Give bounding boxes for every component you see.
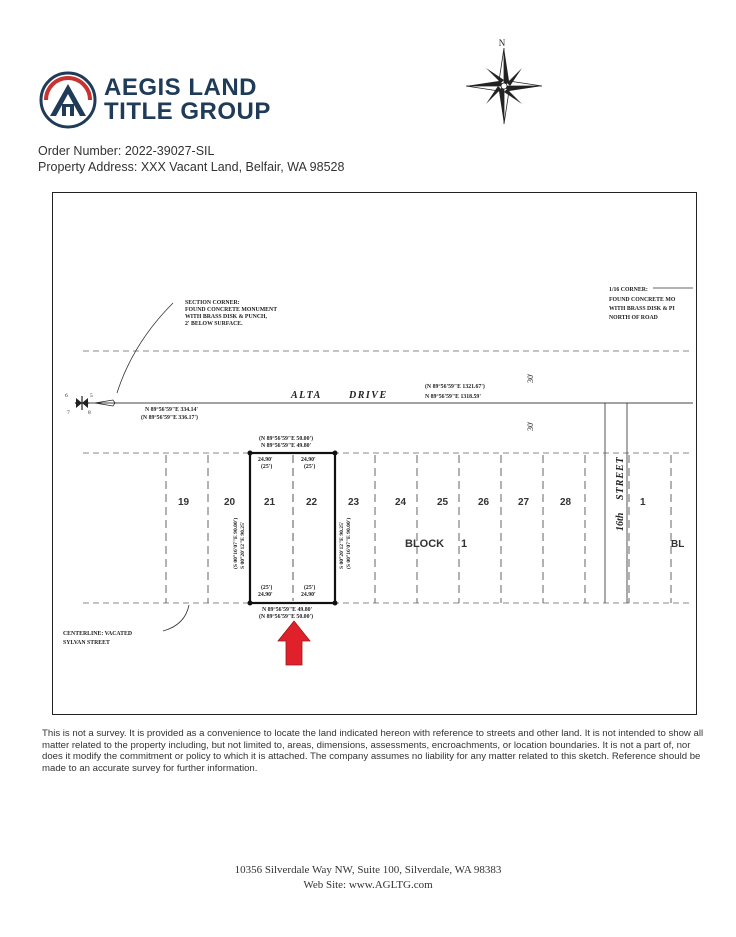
centerline-line2: SYLVAN STREET [63, 640, 110, 646]
subject-property-arrow-icon [278, 621, 310, 665]
lot-24: 24 [395, 497, 407, 508]
block-partial-label: BL [671, 539, 685, 550]
lot-bottom-bearing-2: (N 89°56'59"E 50.00') [259, 614, 314, 620]
bearing-left-2: (N 89°56'59"E 336.17') [141, 415, 198, 421]
lot-20: 20 [224, 497, 236, 508]
block-number: 1 [461, 538, 468, 550]
lot-top-dim-left-paren: (25') [261, 464, 273, 470]
lot-top-dim-left: 24.90' [258, 457, 273, 463]
sixteenth-corner-line4: NORTH OF ROAD [609, 315, 658, 321]
lot-bottom-dim-right: 24.90' [301, 592, 316, 598]
company-name-line2: TITLE GROUP [104, 98, 271, 125]
bearing-top-1: (N 89°56'59"E 1321.67') [425, 384, 485, 390]
subject-parcel-outline [250, 453, 335, 603]
order-number: Order Number: 2022-39027-SIL [38, 144, 215, 158]
lot-22: 22 [306, 497, 318, 508]
bearing-top-2: N 89°56'59"E 1318.59' [425, 394, 481, 400]
lot-bottom-dim-left: 24.90' [258, 592, 273, 598]
street-16th-label: 16th [615, 512, 626, 531]
section-corner-monument-icon [65, 393, 115, 416]
monument-number-5: 5 [90, 393, 93, 399]
lot-bottom-dim-right-paren: (25') [304, 585, 316, 591]
lot-19: 19 [178, 497, 190, 508]
lot-top-bearing-2: N 89°56'59"E 49.80' [261, 443, 312, 449]
company-name [104, 76, 271, 124]
sixteenth-corner-line3: WITH BRASS DISK & PI [609, 306, 675, 312]
section-corner-line2: FOUND CONCRETE MONUMENT [185, 307, 278, 313]
lot-left-side-1: (S 00°16'07"E 90.00') [233, 517, 239, 569]
lot-bottom-bearing-1: N 89°56'59"E 49.80' [262, 607, 313, 613]
section-corner-line1: SECTION CORNER: [185, 300, 240, 306]
road-width-top: 30' [526, 373, 535, 383]
lot-28: 28 [560, 497, 572, 508]
monument-number-8: 8 [88, 410, 91, 416]
road-width-bottom: 30' [526, 421, 535, 431]
centerline-line1: CENTERLINE: VACATED [63, 631, 133, 637]
lot-23: 23 [348, 497, 360, 508]
lot-top-dim-right: 24.90' [301, 457, 316, 463]
lot-top-dim-right-paren: (25') [304, 464, 316, 470]
monument-number-6: 6 [65, 393, 68, 399]
lot-top-bearing-1: (N 89°56'59"E 50.00') [259, 436, 314, 442]
property-address: Property Address: XXX Vacant Land, Belfair, WA 98528 [38, 160, 345, 174]
sixteenth-corner-line2: FOUND CONCRETE MO [609, 297, 676, 303]
footer-website: Web Site: www.AGLTG.com [303, 879, 433, 891]
lot-25: 25 [437, 497, 449, 508]
lot-right-side-2: (S 00°16'07"E 90.00') [346, 517, 352, 569]
block-label: BLOCK [405, 538, 445, 550]
bearing-left-1: N 89°56'59"E 334.14' [145, 407, 199, 413]
road-name-alta: ALTA [291, 390, 322, 401]
compass-north-label: N [498, 38, 506, 48]
lot-26: 26 [478, 497, 490, 508]
section-corner-line4: 2' BELOW SURFACE. [185, 321, 243, 327]
monument-number-7: 7 [67, 410, 70, 416]
lot-right-side-1: S 00°20'12"E 90.25' [339, 521, 345, 569]
footer-address: 10356 Silverdale Way NW, Suite 100, Silverdale, WA 98383 [234, 864, 502, 876]
compass-rose-icon [462, 36, 546, 128]
disclaimer-text: This is not a survey. It is provided as a convenience to locate the land indicated hereon with reference to streets and other land. It is not intended to show all matter related to the property including, but not limited to, areas, dimensions, assessments, encroachments, or location boundaries. It is not a part of, nor does it modify the commitment or policy to which it is attached. The company assumes no liability for any matter related to this sketch. Reference should be made to an accurate survey for further information. [42, 728, 704, 774]
plat-sketch [52, 192, 697, 715]
street-word-label: STREET [615, 456, 626, 500]
lot-27: 27 [518, 497, 530, 508]
sixteenth-corner-line1: 1/16 CORNER: [609, 287, 648, 293]
order-info [38, 143, 344, 175]
lot-1: 1 [640, 497, 646, 508]
lot-bottom-dim-left-paren: (25') [261, 585, 273, 591]
lot-left-side-2: S 00°20'12"E 90.25' [240, 521, 246, 569]
company-name-line1: AEGIS LAND [104, 74, 258, 101]
lot-21: 21 [264, 497, 276, 508]
section-corner-line3: WITH BRASS DISK & PUNCH, [185, 314, 267, 320]
road-name-drive: DRIVE [349, 390, 388, 401]
